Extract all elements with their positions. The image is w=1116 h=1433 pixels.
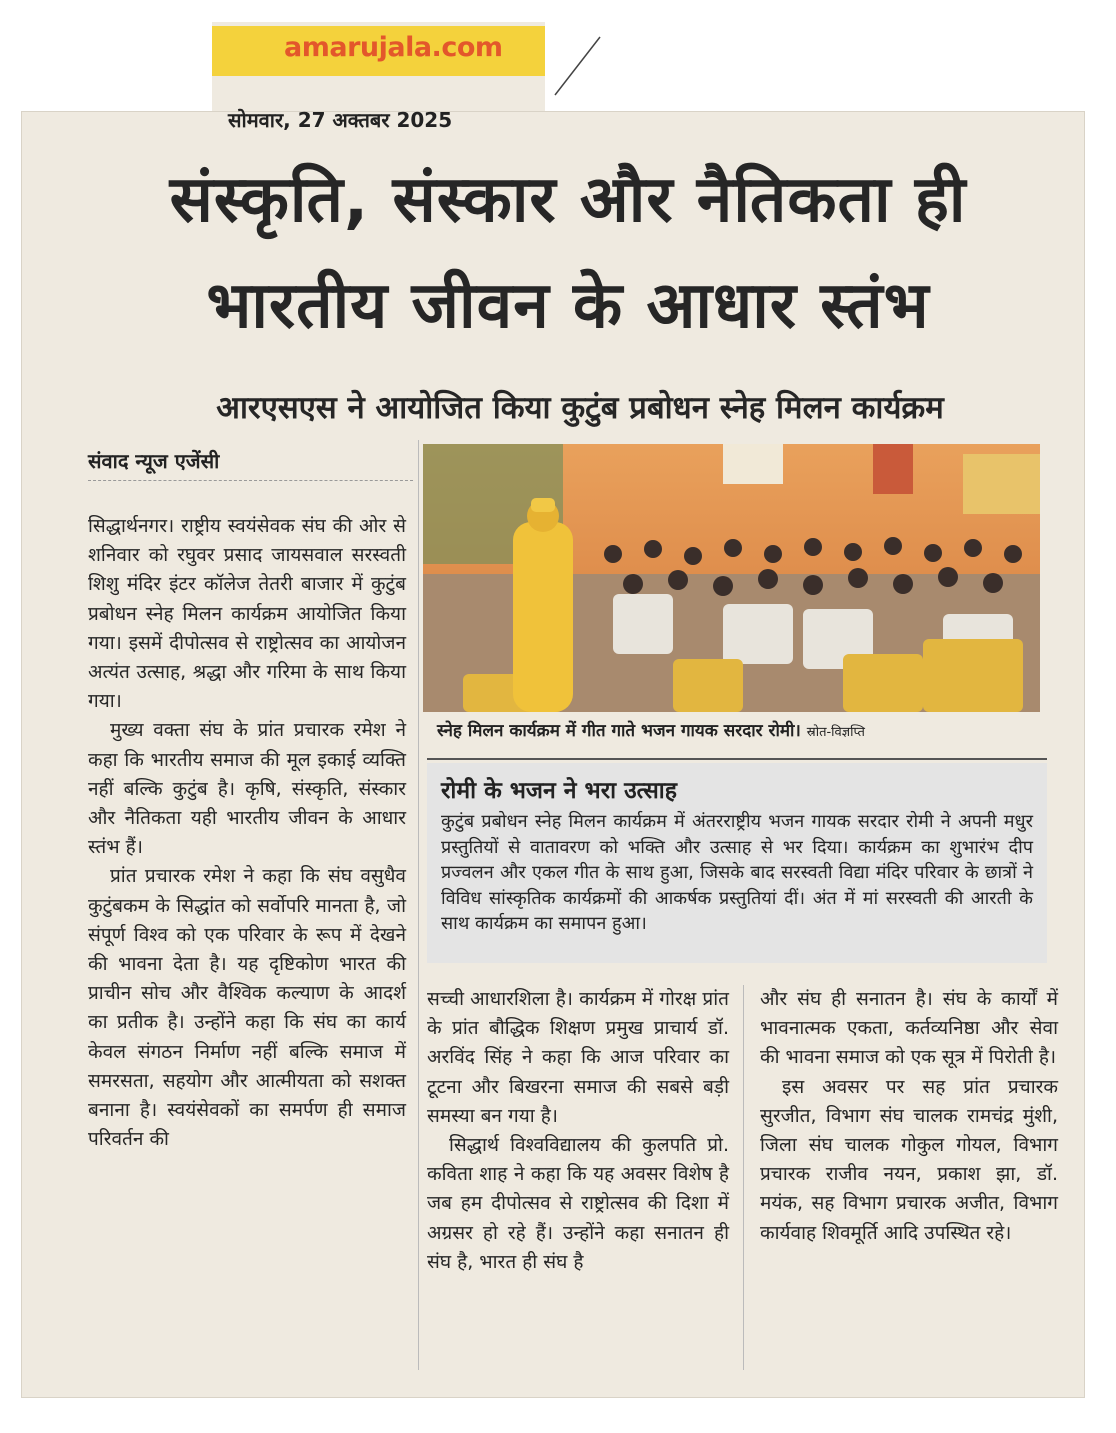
pen-mark xyxy=(545,35,605,105)
caption-text: स्नेह मिलन कार्यक्रम में गीत गाते भजन गायक सरदार रोमी। xyxy=(437,721,801,741)
masthead-banner xyxy=(212,26,545,76)
column-rule xyxy=(418,440,419,1370)
article-column-2 xyxy=(427,985,729,1277)
box-top-rule xyxy=(427,758,1047,760)
paragraph: और संघ ही सनातन है। संघ के कार्यों में भावनात्मक एकता, कर्तव्यनिष्ठा और सेवा की भावना समाज को एक सूत्र में पिरोती है। xyxy=(760,988,1058,1069)
event-photo xyxy=(423,444,1040,712)
news-agency: संवाद न्यूज एजेंसी xyxy=(88,449,220,473)
photo-caption xyxy=(437,718,865,741)
box-title: रोमी के भजन ने भरा उत्साह xyxy=(441,778,677,804)
paragraph: मुख्य वक्ता संघ के प्रांत प्रचारक रमेश ने कहा कि भारतीय समाज की मूल इकाई व्यक्ति नहीं बल्कि कुटुंब है। कृषि, संस्कृति, संस्कार और नैतिकता यही भारतीय जीवन के आधार स्तंभ हैं। xyxy=(88,719,406,859)
article-column-1 xyxy=(88,512,406,1154)
publication-date: सोमवार, 27 अक्तबर 2025 xyxy=(228,108,453,132)
subheadline: आरएसएस ने आयोजित किया कुटुंब प्रबोधन स्नेह मिलन कार्यक्रम xyxy=(216,390,944,426)
event-photo-image xyxy=(423,444,1040,712)
paragraph: प्रांत प्रचारक रमेश ने कहा कि संघ वसुधैव कुटुंबकम के सिद्धांत को सर्वोपरि मानता है, जो संपूर्ण विश्व को एक परिवार के रूप में देखने की भावना देता है। यह दृष्टिकोण भारत की प्राचीन सोच और वैश्विक कल्याण के आदर्श का प्रतीक है। उन्होंने कहा कि संघ का कार्य केवल संगठन निर्माण नहीं बल्कि समाज में समरसता, सहयोग और आत्मीयता को सशक्त बनाना है। स्वयंसेवकों का समर्पण ही समाज परिवर्तन की xyxy=(88,865,406,1151)
headline-line-2: भारतीय जीवन के आधार स्तंभ xyxy=(206,269,930,343)
caption-source: स्रोत-विज्ञप्ति xyxy=(806,725,865,740)
headline-line-1: संस्कृति, संस्कार और नैतिकता ही xyxy=(169,163,967,237)
paragraph: सिद्धार्थनगर। राष्ट्रीय स्वयंसेवक संघ की ओर से शनिवार को रघुवर प्रसाद जायसवाल सरस्वती शिशु मंदिर इंटर कॉलेज तेतरी बाजार में कुटुंब प्रबोधन स्नेह मिलन कार्यक्रम आयोजित किया गया। इसमें दीपोत्सव से राष्ट्रोत्सव का आयोजन अत्यंत उत्साह, श्रद्धा और गरिमा के साथ किया गया। xyxy=(88,515,406,713)
paragraph: सिद्धार्थ विश्वविद्यालय की कुलपति प्रो. कविता शाह ने कहा कि यह अवसर विशेष है जब हम दीपोत्सव से राष्ट्रोत्सव की दिशा में अग्रसर हो रहे हैं। उन्होंने कहा सनातन ही संघ है, भारत ही संघ है xyxy=(427,1134,729,1273)
agency-divider xyxy=(88,480,413,481)
column-rule xyxy=(743,985,744,1370)
highlight-box xyxy=(427,763,1047,963)
site-logo-text: amarujala.com xyxy=(284,32,503,63)
paragraph: सच्ची आधारशिला है। कार्यक्रम में गोरक्ष प्रांत के प्रांत बौद्धिक शिक्षण प्रमुख प्राचार्य डॉ. अरविंद सिंह ने कहा कि आज परिवार का टूटना और बिखरना समाज की सबसे बड़ी समस्या बन गया है। xyxy=(427,988,729,1127)
paragraph: इस अवसर पर सह प्रांत प्रचारक सुरजीत, विभाग संघ चालक रामचंद्र मुंशी, जिला संघ चालक गोकुल गोयल, विभाग प्रचारक राजीव नयन, प्रकाश झा, डॉ. मयंक, सह विभाग प्रचारक अजीत, विभाग कार्यवाह शिवमूर्ति आदि उपस्थित रहे। xyxy=(760,1075,1058,1244)
box-text: कुटुंब प्रबोधन स्नेह मिलन कार्यक्रम में अंतरराष्ट्रीय भजन गायक सरदार रोमी ने अपनी मधुर प्रस्तुतियों से वातावरण को भक्ति और उत्साह से भर दिया। कार्यक्रम का शुभारंभ दीप प्रज्वलन और एकल गीत के साथ हुआ, जिसके बाद सरस्वती विद्या मंदिर परिवार के छात्रों ने विविध सांस्कृतिक कार्यक्रमों की आकर्षक प्रस्तुतियां दीं। अंत में मां सरस्वती की आरती के साथ कार्यक्रम का समापन हुआ। xyxy=(441,811,1033,934)
article-column-3 xyxy=(760,985,1058,1248)
